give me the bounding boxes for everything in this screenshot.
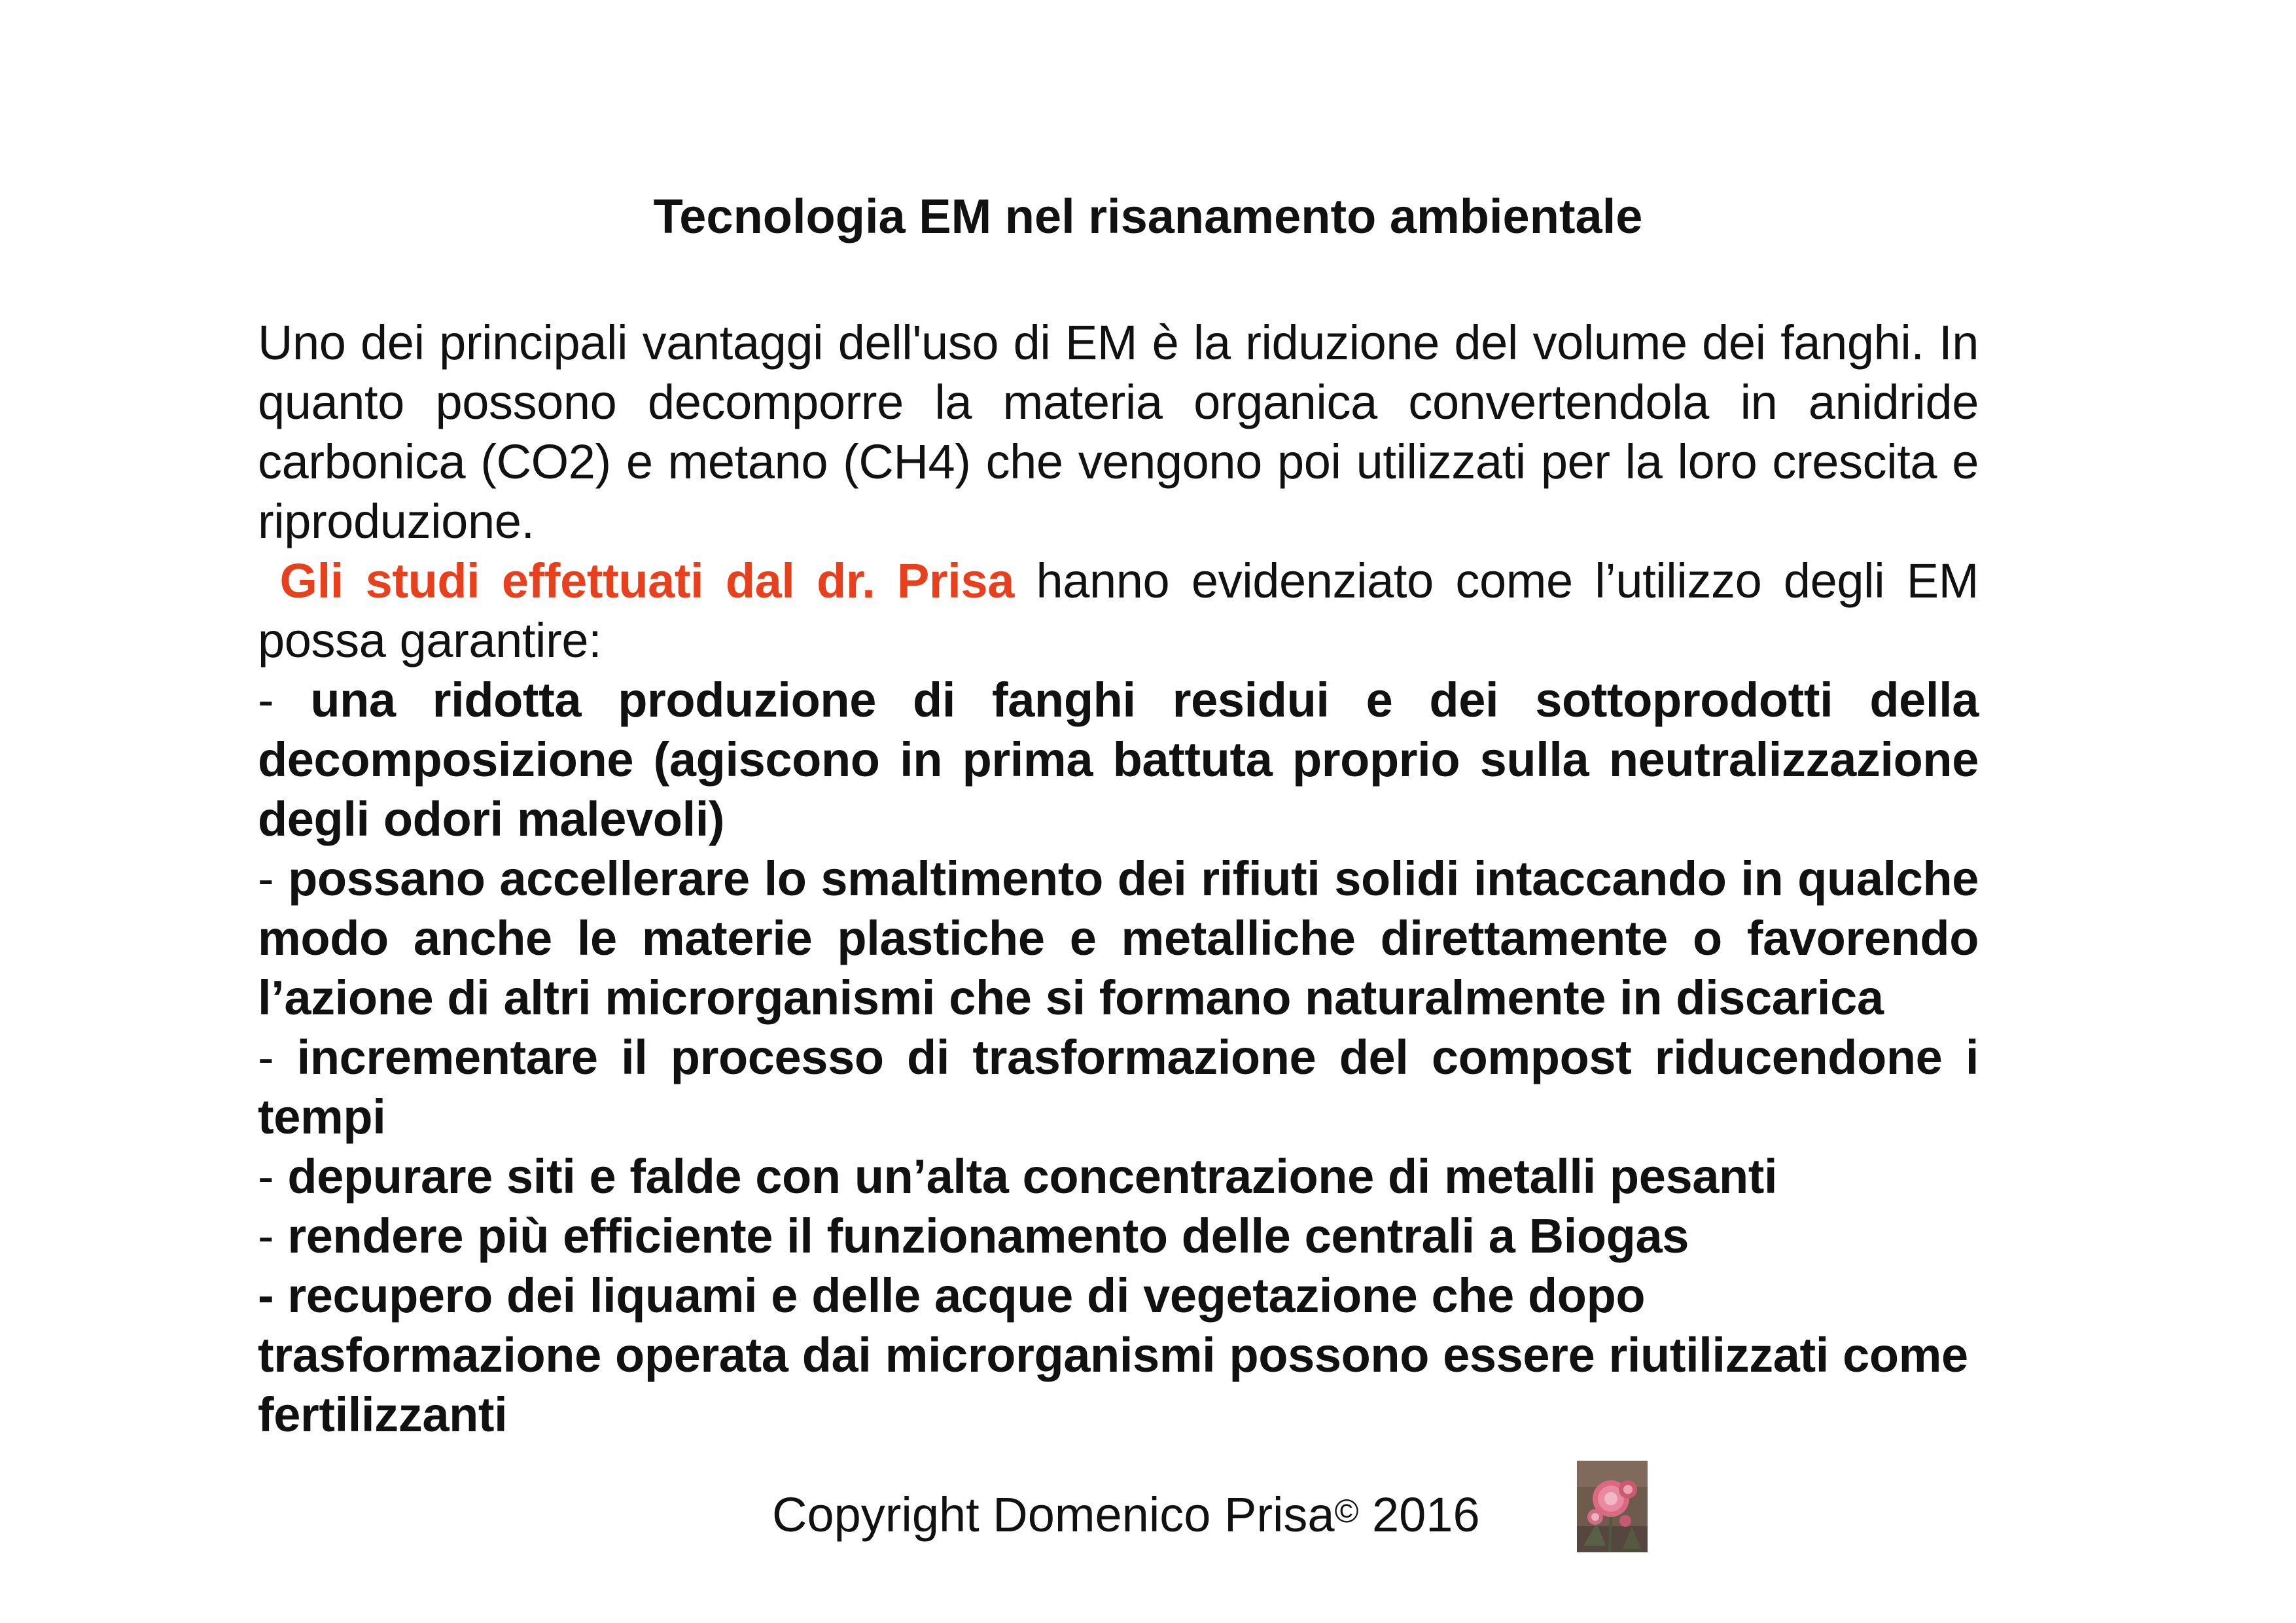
page-title: Tecnologia EM nel risanamento ambientale — [653, 189, 1643, 243]
bullet-text: rendere più efficiente il funzionamento delle centrali a Biogas — [287, 1209, 1689, 1263]
copyright-symbol: © — [1334, 1493, 1359, 1529]
bullet-item — [258, 849, 1979, 1027]
bullet-text: depurare siti e falde con un’alta concentrazione di metalli pesanti — [287, 1149, 1778, 1204]
bullet-dash: - — [258, 1149, 288, 1204]
bullet-dash: - — [258, 851, 289, 906]
bullet-dash: - — [258, 673, 311, 727]
bullet-text: possano accellerare lo smaltimento dei rifiuti solidi intaccando in qualche modo anche le materie plastiche e metalliche direttamente o favorendo l’azione di altri microrganismi che si formano naturalmente in discarica — [258, 851, 1979, 1025]
studies-paragraph — [258, 551, 1979, 670]
document-body — [258, 313, 1979, 1444]
bullet-text: recupero dei liquami e delle acque di vegetazione che dopo trasformazione operata dai microrganismi possono essere riutilizzati come fertilizzanti — [258, 1268, 1968, 1442]
copyright-year: 2016 — [1358, 1488, 1480, 1542]
bullet-dash: - — [258, 1209, 288, 1263]
bullet-item — [258, 1206, 1979, 1266]
bullet-text: incrementare il processo di trasformazione del compost riducendone i tempi — [258, 1030, 1979, 1144]
studies-text: hanno evidenziato come l’utilizzo degli EM possa garantire: — [258, 554, 1979, 668]
copyright-notice — [772, 1482, 1480, 1544]
bullet-item — [258, 1147, 1979, 1206]
bullet-dash: - — [258, 1030, 297, 1084]
bullet-item — [258, 1027, 1979, 1147]
bullet-item — [258, 670, 1979, 849]
intro-paragraph: Uno dei principali vantaggi dell'uso di EM è la riduzione del volume dei fanghi. In quanto possono decomporre la materia organica convertendola in anidride carbonica (CO2) e metano (CH4) che vengono poi utilizzati per la loro crescita e riproduzione. — [258, 315, 1979, 548]
studies-highlight: Gli studi effettuati dal dr. Prisa — [279, 554, 1014, 608]
bullet-item — [258, 1266, 1979, 1444]
bullet-text: una ridotta produzione di fanghi residui e dei sottoprodotti della decomposizione (agiscono in prima battuta proprio sulla neutralizzazione degli odori malevoli) — [258, 673, 1979, 846]
flower-photo-icon — [1577, 1461, 1648, 1552]
copyright-prefix: Copyright Domenico Prisa — [772, 1488, 1335, 1542]
bullet-dash: - — [258, 1268, 288, 1323]
